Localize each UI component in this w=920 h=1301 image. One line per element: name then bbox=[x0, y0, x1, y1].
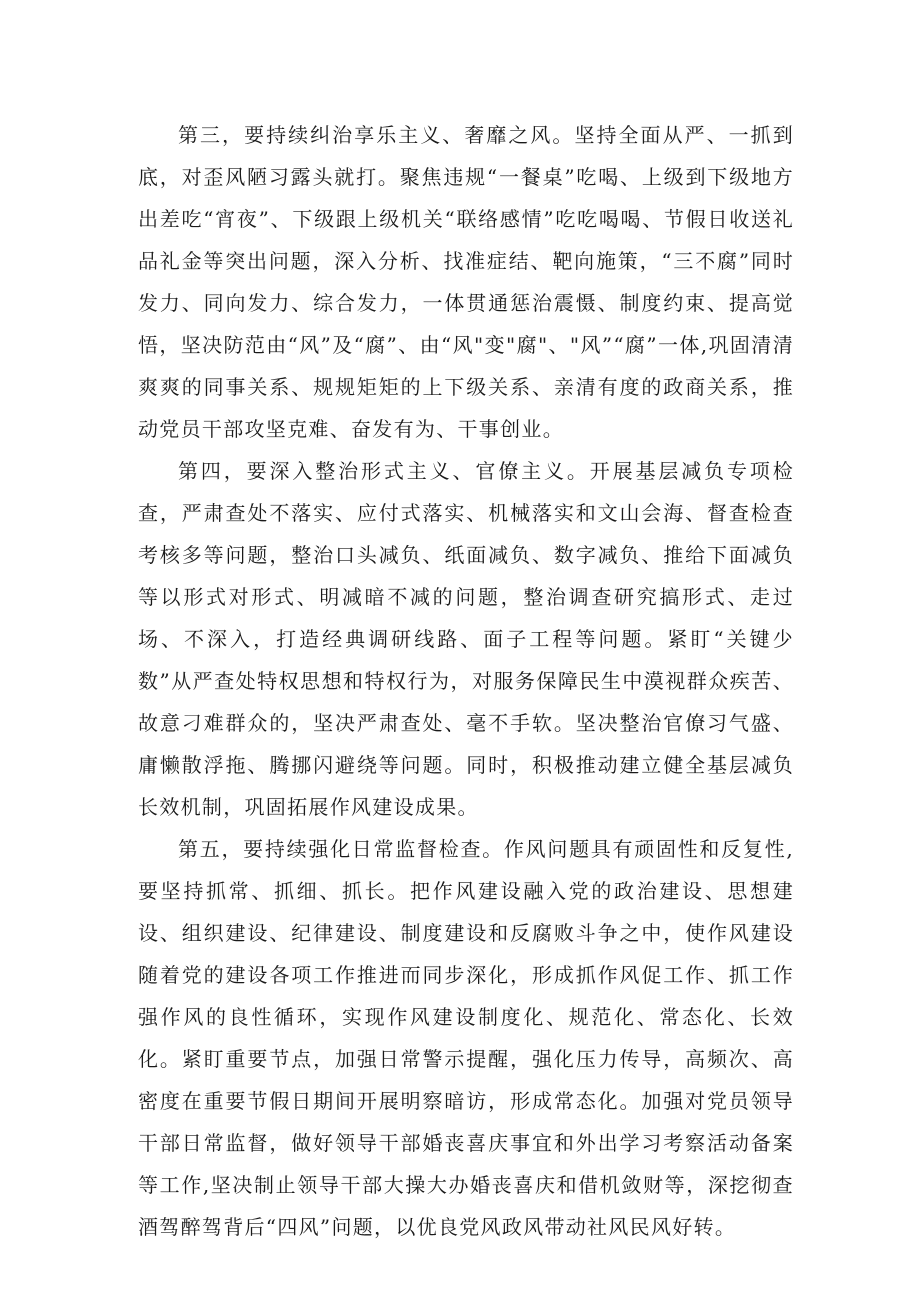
paragraph-fifth: 第五，要持续强化日常监督检查。作风问题具有顽固性和反复性,要坚持抓常、抓细、抓长。把作风建设融入党的政治建设、思想建设、组织建设、纪律建设、制度建设和反腐败斗争之中，使作风建设随着党的建设各项工作推进而同步深化，形成抓作风促工作、抓工作强作风的良性循环，实现作风建设制度化、规范化、常态化、长效化。紧盯重要节点，加强日常警示提醒，强化压力传导，高频次、高密度在重要节假日期间开展明察暗访，形成常态化。加强对党员领导干部日常监督，做好领导干部婚丧喜庆事宜和外出学习考察活动备案等工作,坚决制止领导干部大操大办婚丧喜庆和借机敛财等，深挖彻查酒驾醉驾背后“四风”问题，以优良党风政风带动社风民风好转。 bbox=[138, 837, 794, 1239]
paragraph-third: 第三，要持续纠治享乐主义、奢靡之风。坚持全面从严、一抓到底，对歪风陋习露头就打。聚焦违规“一餐桌”吃喝、上级到下级地方出差吃“宵夜”、下级跟上级机关“联络感情”吃吃喝喝、节假日收送礼品礼金等突出问题，深入分析、找准症结、靶向施策，“三不腐”同时发力、同向发力、综合发力，一体贯通惩治震慑、制度约束、提高觉悟，坚决防范由“风”及“腐”、由“风"变"腐"、"风”“腐”一体,巩固清清爽爽的同事关系、规规矩矩的上下级关系、亲清有度的政商关系，推动党员干部攻坚克难、奋发有为、干事创业。 bbox=[138, 123, 794, 441]
document-body bbox=[138, 114, 794, 1248]
paragraph-fourth: 第四，要深入整治形式主义、官僚主义。开展基层减负专项检查，严肃查处不落实、应付式落实、机械落实和文山会海、督查检查考核多等问题，整治口头减负、纸面减负、数字减负、推给下面减负等以形式对形式、明减暗不减的问题，整治调查研究搞形式、走过场、不深入，打造经典调研线路、面子工程等问题。紧盯“关键少数”从严查处特权思想和特权行为，对服务保障民生中漠视群众疾苦、故意刁难群众的，坚决严肃查处、毫不手软。坚决整治官僚习气盛、庸懒散浮拖、腾挪闪避绕等问题。同时，积极推动建立健全基层减负长效机制，巩固拓展作风建设成果。 bbox=[138, 459, 794, 819]
